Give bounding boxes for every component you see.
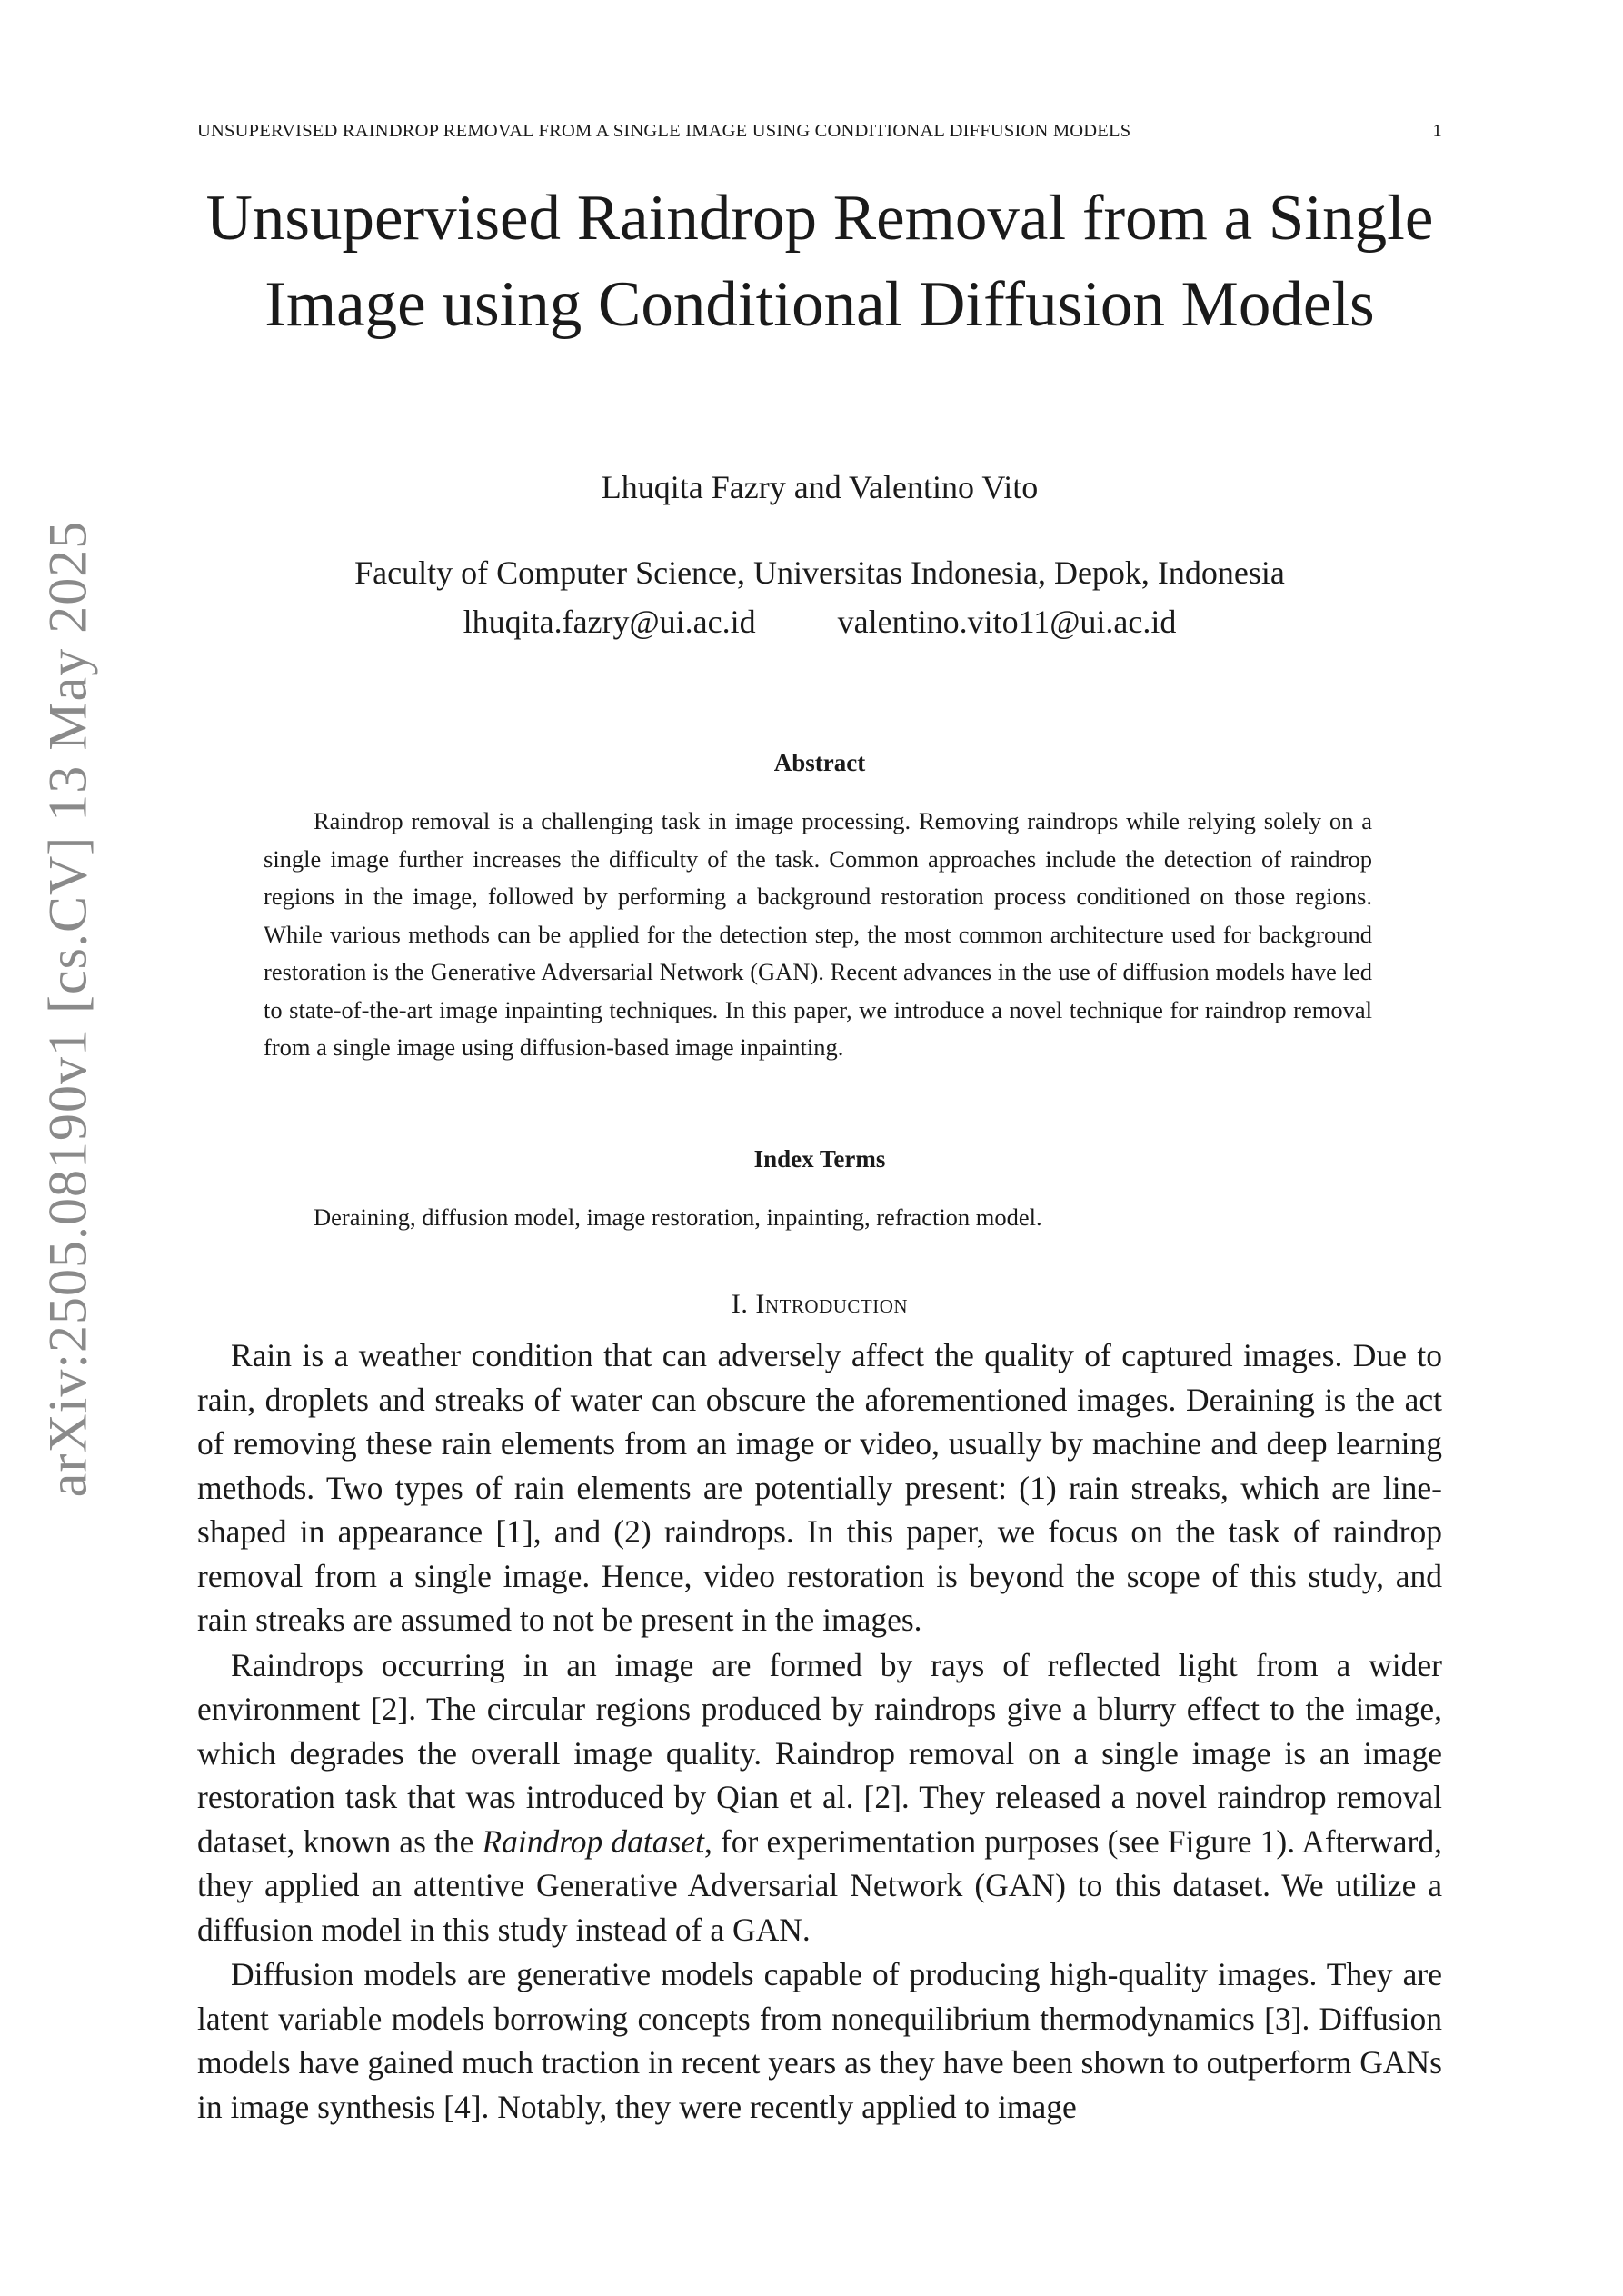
authors: Lhuqita Fazry and Valentino Vito [601,469,1039,505]
dataset-name: Raindrop dataset [482,1822,704,1860]
section-numeral: I. [731,1289,749,1319]
section-title: Introduction [755,1289,909,1319]
page-number: 1 [1432,121,1442,141]
affiliation-block [197,548,1442,646]
index-terms-heading: Index Terms [753,1145,886,1173]
paragraph-2-start: Raindrops occurring in an image are formed by rays of reflected light from a wider environment [2]. The circular regions produced by raindrops give a blurry effect to the image, which degrades the overall image quality. Raindrop removal on a single image is an image restoration task that was introduced by Qian et al. [2]. They released a novel raindrop removal dataset, known as the [197,1646,1442,1860]
abstract-heading: Abstract [773,749,866,776]
paragraph-1: Rain is a weather condition that can adversely affect the quality of captured images. Due to rain, droplets and streaks of water can obscure the aforementioned images. Deraining is the act of removing these rain elements from an image or video, usually by machine and deep learning methods. Two types of rain elements are potentially present: (1) rain streaks, which are line-shaped in appearance [1], and (2) raindrops. In this paper, we focus on the task of raindrop removal from a single image. Hence, video restoration is beyond the scope of this study, and rain streaks are assumed to not be present in the images. [197,1337,1442,1638]
abstract-text: Raindrop removal is a challenging task in image processing. Removing raindrops while relying solely on a single image further increases the difficulty of the task. Common approaches include the detection of raindrop regions in the image, followed by performing a background restoration process conditioned on those regions. While various methods can be applied for the detection step, the most common architecture used for background restoration is the Generative Adversarial Network (GAN). Recent advances in the use of diffusion models have led to state-of-the-art image inpainting techniques. In this paper, we introduce a novel technique for raindrop removal from a single image using diffusion-based image inpainting. [264,807,1372,1061]
paragraph-3: Diffusion models are generative models capable of producing high-quality images. They are latent variable models borrowing concepts from nonequilibrium thermodynamics [3]. Diffusion models have gained much traction in recent years as they have been shown to outperform GANs in image synthesis [4]. Notably, they were recently applied to image [197,1956,1442,2125]
body-text [197,1333,1442,2130]
arxiv-identifier: arXiv:2505.08190v1 [cs.CV] 13 May 2025 [37,520,98,1498]
running-title: UNSUPERVISED RAINDROP REMOVAL FROM A SINGLE IMAGE USING CONDITIONAL DIFFUSION MODELS [197,121,1131,141]
paper-title: Unsupervised Raindrop Removal from a Single Image using Conditional Diffusion Models [205,183,1434,340]
email-second-author: valentino.vito11@ui.ac.id [837,604,1177,640]
paragraph-2 [197,1643,1442,1952]
paragraph-2-end: , for experimentation purposes (see Figure 1). Afterward, they applied an attentive Generative Adversarial Network (GAN) to this dataset. We utilize a diffusion model in this study instead of a GAN. [197,1822,1443,1948]
running-header [197,121,1442,142]
email-first-author: lhuqita.fazry@ui.ac.id [463,604,756,640]
email-line [197,597,1442,646]
affiliation: Faculty of Computer Science, Universitas Indonesia, Depok, Indonesia [354,554,1285,591]
section-heading-introduction [197,1289,1442,1320]
index-terms-text: Deraining, diffusion model, image restoration, inpainting, refraction model. [314,1203,1042,1231]
